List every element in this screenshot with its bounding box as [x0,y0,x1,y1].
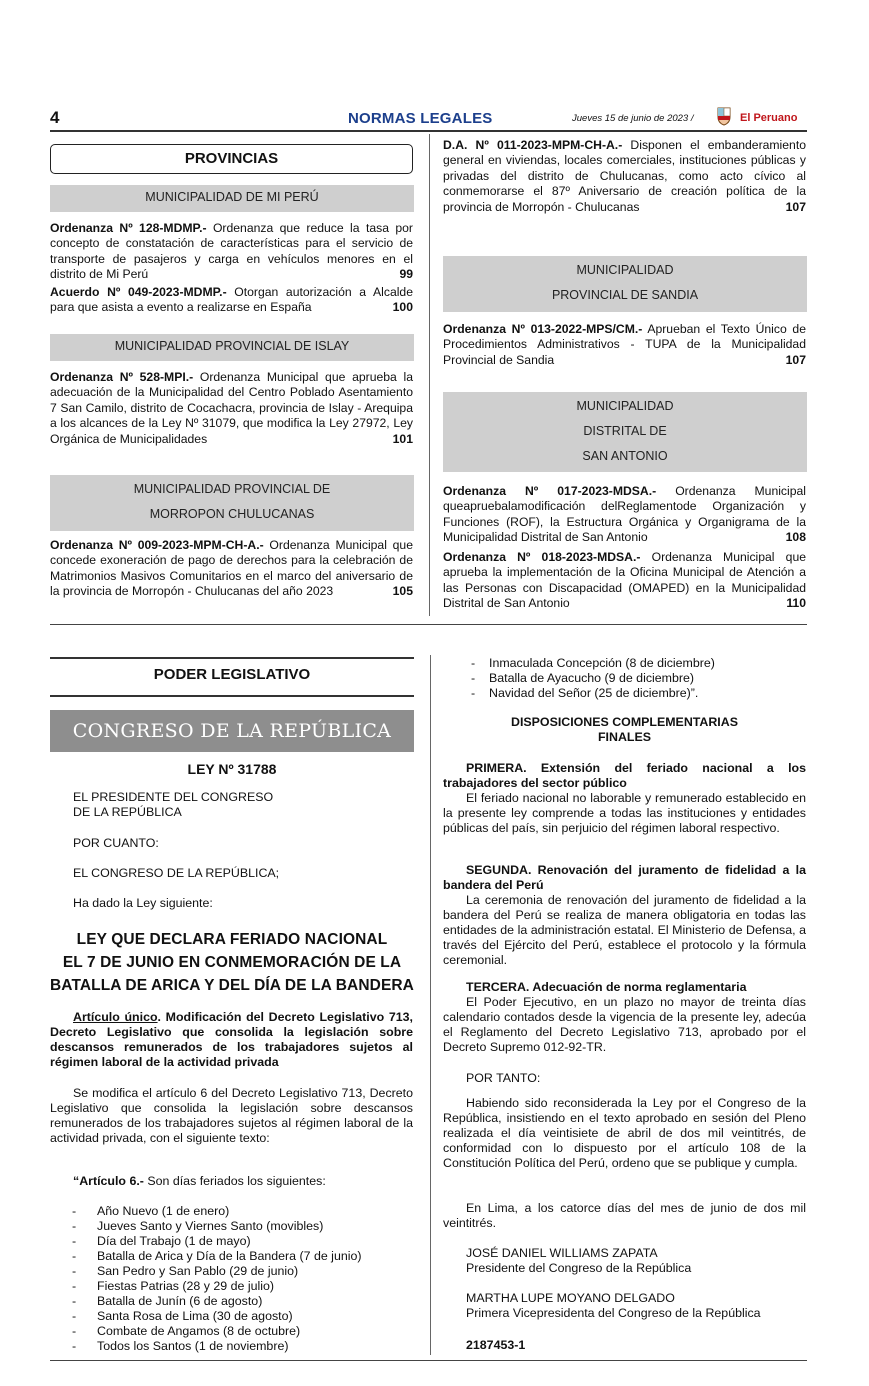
tercera-heading: TERCERA. Adecuación de norma reglamentaria [466,980,747,994]
section-title: NORMAS LEGALES [348,110,493,127]
entry-page: 108 [785,530,806,545]
holiday-item: - Santa Rosa de Lima (30 de agosto) [72,1309,293,1323]
summary-entry [443,322,806,368]
entry-text: Ordenanza Municipal que aprueba la adecuación de la Municipalidad del Centro Poblado Asentamiento 7 San Camilo, distrito de Cocachacra, provincia de Islay - Arequipa a los alcances de la Ley Nº 31079, que modifica la Ley 27972, Ley Orgánica de Municipalidades [50,370,414,446]
holiday-text: Batalla de Ayacucho (9 de diciembre) [489,671,695,685]
summary-entry [443,484,806,546]
section-heading-line: MORROPON CHULUCANAS [149,507,315,521]
president-line [73,790,403,820]
entry-page: 99 [399,267,413,282]
summary-entry [50,538,413,600]
entry-code: Ordenanza Nº 009-2023-MPM-CH-A.- [50,538,264,552]
page-number: 4 [50,108,60,127]
summary-entry [50,285,413,316]
section-heading-islay [50,334,414,361]
summary-entry [50,221,413,283]
holiday-item: - Batalla de Ayacucho (9 de diciembre) [471,671,695,685]
article-6-text: Son días feriados los siguientes: [143,1174,326,1188]
section-heading-line: SAN ANTONIO [582,449,668,463]
signer-name: JOSÉ DANIEL WILLIAMS ZAPATA [466,1246,658,1260]
section-heading-line: MUNICIPALIDAD [576,263,674,277]
entry-page: 100 [392,300,413,315]
entry-page: 105 [392,584,413,599]
article-heading [50,1010,413,1070]
entry-text: Otorgan autorización a Alcalde para que asista a evento a realizarse en España [50,285,413,315]
dispositions-title-line: DISPOSICIONES COMPLEMENTARIAS [511,715,738,729]
holiday-item: - Año Nuevo (1 de enero) [72,1204,230,1218]
holiday-text: Navidad del Señor (25 de diciembre)”. [489,686,699,700]
segunda-heading: SEGUNDA. Renovación del juramento de fidelidad a la bandera del Perú [443,863,806,892]
provincias-box [50,144,413,174]
por-tanto-body: Habiendo sido reconsiderada la Ley por el Congreso de la República, insistiendo en el texto aprobado en sesión del Pleno realizada el día veintisiete de abril de dos mil veintitrés, de conformidad con lo dispuesto por el artículo 108 de la Constitución Política del Perú, ordeno que se publique y cumpla. [443,1096,806,1170]
law-title-line: BATALLA DE ARICA Y DEL DÍA DE LA BANDERA [50,977,414,994]
president-line-1: EL PRESIDENTE DEL CONGRESO [73,790,274,804]
entry-page: 107 [785,199,806,214]
article-label: Artículo único [73,1010,158,1024]
holiday-item: - Fiestas Patrias (28 y 29 de julio) [72,1279,274,1293]
holiday-text: Año Nuevo (1 de enero) [97,1204,230,1218]
signer-2 [466,1291,806,1321]
holiday-list-left [50,1204,414,1354]
section-heading-line: DISTRITAL DE [583,424,667,438]
entry-code: Ordenanza Nº 018-2023-MDSA.- [443,550,641,564]
power-rule-top [50,657,414,659]
signer-name: MARTHA LUPE MOYANO DELGADO [466,1291,675,1305]
document-code: 2187453-1 [466,1338,526,1352]
congress-label: CONGRESO DE LA REPÚBLICA [72,720,392,742]
section-heading-sandia [443,256,807,312]
section-heading-line: MUNICIPALIDAD [576,399,674,413]
entry-code: D.A. Nº 011-2023-MPM-CH-A.- [443,138,623,152]
summary-entry [443,138,806,215]
summary-entry [50,370,413,447]
section-heading-line: PROVINCIAL DE SANDIA [551,288,699,302]
holiday-text: Fiestas Patrias (28 y 29 de julio) [97,1279,274,1293]
article-6-label: “Artículo 6.- [73,1174,144,1188]
holiday-item: - San Pedro y San Pablo (29 de junio) [72,1264,299,1278]
entry-code: Acuerdo Nº 049-2023-MDMP.- [50,285,227,299]
primera-heading: PRIMERA. Extensión del feriado nacional a los trabajadores del sector público [443,761,806,790]
holiday-item: - Día del Trabajo (1 de mayo) [72,1234,251,1248]
header-rule [50,130,807,132]
primera-body: El feriado nacional no laborable y remunerado establecido en la presente ley comprende a todas las instituciones y entidades públicas del país, sin perjuicio del régimen laboral respectivo. [443,791,806,835]
holiday-text: Inmaculada Concepción (8 de diciembre) [489,656,715,670]
signer-role: Primera Vicepresidenta del Congreso de la República [466,1306,761,1320]
article-heading-text: . Modificación del Decreto Legislativo 713, Decreto Legislativo que consolida la legislación sobre descansos remunerados de los trabajadores sujetos al régimen laboral de la actividad privada [50,1010,414,1069]
law-number: LEY Nº 31788 [187,761,277,777]
publication-date: Jueves 15 de junio de 2023 / [572,113,694,124]
holiday-item: - Batalla de Junín (6 de agosto) [72,1294,263,1308]
por-cuanto: POR CUANTO: [73,836,159,850]
holiday-item: - Combate de Angamos (8 de octubre) [72,1324,301,1338]
congress-banner [50,710,414,752]
section-heading-san-antonio [443,392,807,472]
holiday-text: Combate de Angamos (8 de octubre) [97,1324,301,1338]
section-heading-line: MUNICIPALIDAD PROVINCIAL DE [133,482,331,496]
entry-text: Disponen el embanderamiento general en viviendas, locales comerciales, instituciones públicas y privadas del distrito de Chulucanas, como acto cívico al conmemorarse el 87º Aniversario de creación política de la provincia de Morropón - Chulucanas [443,138,806,214]
holiday-item: - Jueves Santo y Viernes Santo (movibles) [72,1219,324,1233]
coat-of-arms-icon [715,106,733,126]
dispositions-title [443,715,806,745]
entry-text: Ordenanza que reduce la tasa por concepto de constatación de características para el servicio de transporte de pasajeros y carga en vehículos menores en el distrito de Mi Perú [50,221,413,282]
summary-bottom-rule [50,624,807,625]
article-body: Se modifica el artículo 6 del Decreto Legislativo 713, Decreto Legislativo que consolida la legislación sobre descansos remunerados de los trabajadores sujetos al régimen laboral de la actividad privada, con el siguiente texto: [50,1086,413,1145]
entry-page: 107 [785,352,806,367]
congreso-line: EL CONGRESO DE LA REPÚBLICA; [73,866,280,880]
entry-code: Ordenanza Nº 017-2023-MDSA.- [443,484,657,498]
holiday-item: - Todos los Santos (1 de noviembre) [72,1339,289,1353]
section-heading-mi-peru [50,185,414,212]
por-tanto: POR TANTO: [466,1071,541,1085]
holiday-text: Día del Trabajo (1 de mayo) [97,1234,251,1248]
holiday-text: Santa Rosa de Lima (30 de agosto) [97,1309,293,1323]
page-bottom-rule [50,1360,807,1361]
provincias-label: PROVINCIAS [184,150,279,167]
lima-date-line: En Lima, a los catorce días del mes de junio de dos mil veintitrés. [443,1201,806,1230]
holiday-list-right [437,656,807,701]
entry-text: Ordenanza Municipal que concede exoneración de pago de derechos para la celebración de Matrimonios Masivos Comunitarios en el marco del aniversario de la provincia de Morropón - Chulucanas del año 2023 [50,538,413,599]
holiday-item: - Batalla de Arica y Día de la Bandera (7 de junio) [72,1249,362,1263]
entry-page: 110 [786,596,806,611]
article-6-line [73,1174,413,1189]
entry-text: Ordenanza Municipal queapruebalamodificación delReglamentode Organización y Funciones (ROF), la Estructura Orgánica y Organigrama de la Municipalidad Distrital de San Antonio [443,484,806,545]
signer-role: Presidente del Congreso de la República [466,1261,692,1275]
holiday-text: Batalla de Arica y Día de la Bandera (7 de junio) [97,1249,362,1263]
ha-dado: Ha dado la Ley siguiente: [73,896,213,910]
entry-text: Aprueban el Texto Único de Procedimientos Administrativos - TUPA de la Municipalidad Provincial de Sandia [443,322,806,367]
law-title-line: LEY QUE DECLARA FERIADO NACIONAL [76,931,388,948]
tercera-body: El Poder Ejecutivo, en un plazo no mayor de treinta días calendario contados desde la vigencia de la presente ley, adecúa el Reglamento del Decreto Legislativo 713, aprobado por el Decreto Supremo 012-92-TR. [443,995,806,1054]
summary-entry [443,550,806,612]
entry-page: 101 [392,431,413,446]
power-rule-bottom [50,695,414,697]
holiday-text: Jueves Santo y Viernes Santo (movibles) [97,1219,324,1233]
column-divider [430,655,431,1355]
section-heading-line: MUNICIPALIDAD PROVINCIAL DE ISLAY [114,339,350,353]
holiday-item: - Inmaculada Concepción (8 de diciembre) [471,656,715,670]
holiday-item: - Navidad del Señor (25 de diciembre)”. [471,686,699,700]
entry-code: Ordenanza Nº 128-MDMP.- [50,221,207,235]
holiday-text: Batalla de Junín (6 de agosto) [97,1294,263,1308]
segunda-body: La ceremonia de renovación del juramento de fidelidad a la bandera del Perú se realiza de manera obligatoria en todas las entidades de la administración estatal. El Ministerio de Defensa, a través del Ejército del Perú, establece el protocolo y la fórmula ceremonial. [443,893,806,967]
holiday-text: San Pedro y San Pablo (29 de junio) [97,1264,299,1278]
holiday-text: Todos los Santos (1 de noviembre) [97,1339,289,1353]
entry-text: Ordenanza Municipal que aprueba la implementación de la Oficina Municipal de Atención a las Personas con Discapacidad (OMAPED) en la Municipalidad Distrital de San Antonio [443,550,806,611]
column-divider [429,134,430,616]
entry-code: Ordenanza Nº 013-2022-MPS/CM.- [443,322,643,336]
section-heading-morropon [50,475,414,531]
publication-name: El Peruano [740,112,798,124]
section-heading-line: MUNICIPALIDAD DE MI PERÚ [145,190,319,204]
dispositions-title-line: FINALES [597,730,651,744]
president-line-2: DE LA REPÚBLICA [73,805,182,819]
law-title [50,928,414,997]
law-title-line: EL 7 DE JUNIO EN CONMEMORACIÓN DE LA [62,954,402,971]
entry-code: Ordenanza Nº 528-MPI.- [50,370,194,384]
power-label: PODER LEGISLATIVO [153,666,311,683]
signer-1 [466,1246,806,1276]
